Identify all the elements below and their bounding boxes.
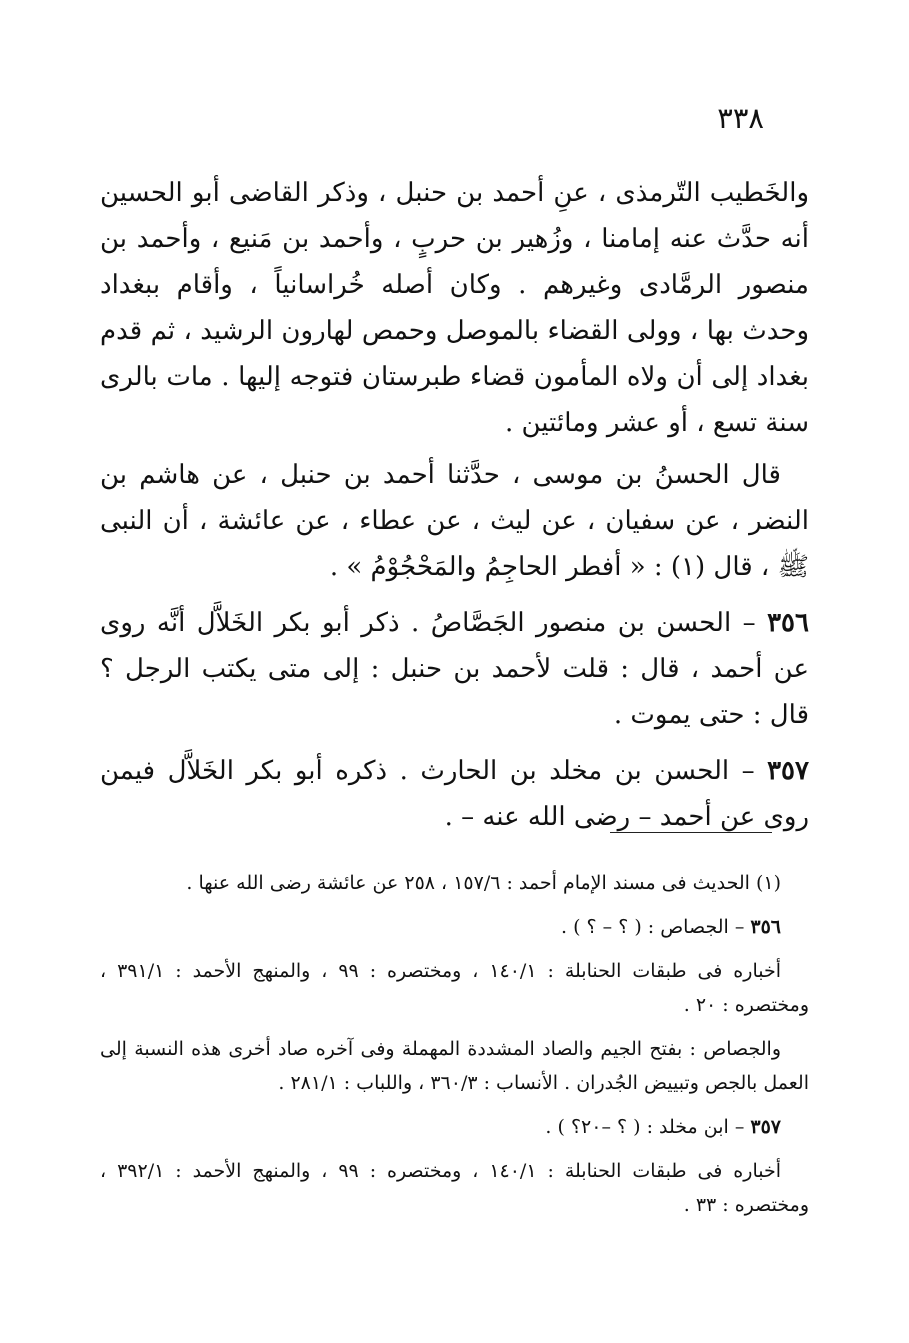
note-357-heading <box>100 1110 809 1144</box>
biography-paragraph: والخَطيب التّرمذى ، عنِ أحمد بن حنبل ، وذكر القاضى أبو الحسين أنه حدَّث عنه إمامنا ، وزُهير بن حربٍ ، وأحمد بن مَنيع ، وأحمد بن منصور الرمَّادى وغيرهم . وكان أصله خُراسانياً ، وأقام ببغداد وحدث بها ، وولى القضاء بالموصل وحمص لهارون الرشيد ، ثم قدم بغداد إلى أن ولاه المأمون قضاء طبرستان فتوجه إليها . مات بالرى سنة تسع ، أو عشر ومائتين . <box>100 178 809 438</box>
entry-number: ٣٥٧ <box>767 756 809 786</box>
note-heading-text: – الجصاص : ( ؟ – ؟ ) . <box>561 916 751 938</box>
note-356-heading <box>100 910 809 944</box>
note-heading-text: – ابن مخلد : ( ؟ –٢٠؟ ) . <box>545 1116 751 1138</box>
entry-357 <box>100 748 809 840</box>
entry-number: ٣٥٦ <box>767 608 809 638</box>
footnote-1: (١) الحديث فى مسند الإمام أحمد : ١٥٧/٦ ، ٢٥٨ عن عائشة رضى الله عنها . <box>186 872 781 894</box>
note-number: ٣٥٧ <box>750 1116 781 1138</box>
note-356-definition: والجصاص : بفتح الجيم والصاد المشددة المهملة وفى آخره صاد أخرى هذه النسبة إلى العمل بالجص وتبييض الجُدران . الأنساب : ٣٦٠/٣ ، واللباب : ٢٨١/١ . <box>100 1038 809 1094</box>
footnote-separator <box>610 832 772 833</box>
hadith-paragraph: قال الحسنُ بن موسى ، حدَّثنا أحمد بن حنبل ، عن هاشم بن النضر ، عن سفيان ، عن ليث ، عن عطاء ، عن عائشة ، أن النبى ﷺ ، قال (١) : « أفطر الحاجِمُ والمَحْجُوْمُ » . <box>100 460 809 582</box>
note-356-sources: أخباره فى طبقات الحنابلة : ١٤٠/١ ، ومختصره : ٩٩ ، والمنهج الأحمد : ٣٩١/١ ، ومختصره : ٢٠ . <box>100 960 809 1016</box>
main-text <box>100 170 809 846</box>
entry-text: – الحسن بن مخلد بن الحارث . ذكره أبو بكر الخَلاَّل فيمن روى عن أحمد – رضى الله عنه – . <box>100 756 809 832</box>
note-357-sources: أخباره فى طبقات الحنابلة : ١٤٠/١ ، ومختصره : ٩٩ ، والمنهج الأحمد : ٣٩٢/١ ، ومختصره : ٣٣ . <box>100 1160 809 1216</box>
entry-text: – الحسن بن منصور الجَصَّاصُ . ذكر أبو بكر الخَلاَّل أنَّه روى عن أحمد ، قال : قلت لأحمد بن حنبل : إلى متى يكتب الرجل ؟ قال : حتى يموت . <box>100 608 809 730</box>
page-number: ٣٣٨ <box>717 101 764 135</box>
entry-356 <box>100 600 809 738</box>
footnotes <box>100 866 809 1232</box>
note-number: ٣٥٦ <box>750 916 781 938</box>
